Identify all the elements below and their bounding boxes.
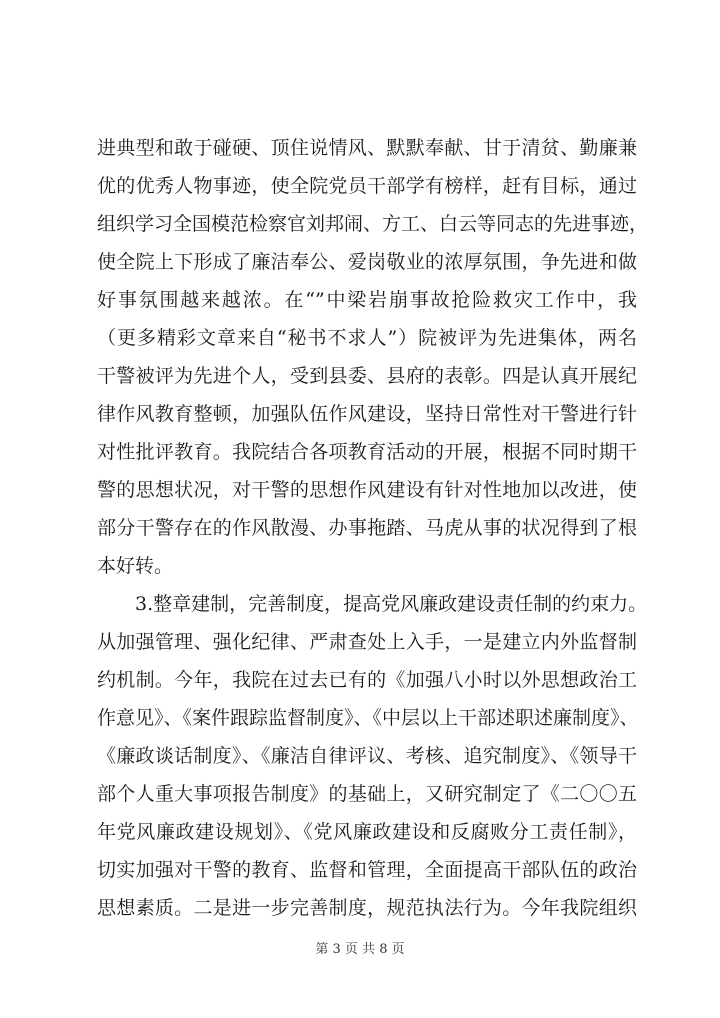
text-line: 进典型和敢于碰硬、顶住说情风、默默奉献、甘于清贫、勤廉兼 xyxy=(97,137,637,159)
text-line: 对性批评教育。我院结合各项教育活动的开展，根据不同时期干 xyxy=(97,441,637,463)
body-text xyxy=(97,129,649,927)
text-line: 使全院上下形成了廉洁奉公、爱岗敬业的浓厚氛围，争先进和做 xyxy=(97,251,637,273)
text-line: 部个人重大事项报告制度》的基础上，又研究制定了《二〇〇五 xyxy=(97,783,637,805)
text-line: 作意见》、《案件跟踪监督制度》、《中层以上干部述职述廉制度》、 xyxy=(97,707,639,729)
text-line: 部分干警存在的作风散漫、办事拖踏、马虎从事的状况得到了根 xyxy=(97,517,637,539)
text-line: 警的思想状况，对干警的思想作风建设有针对性地加以改进，使 xyxy=(97,479,637,501)
text-line: 好事氛围越来越浓。在“”中梁岩崩事故抢险救灾工作中，我 xyxy=(97,289,637,311)
text-line: 思想素质。二是进一步完善制度，规范执法行为。今年我院组织 xyxy=(97,897,637,919)
text-line: 《廉政谈话制度》、《廉洁自律评议、考核、追究制度》、《领导干 xyxy=(97,745,637,767)
text-line: 优的优秀人物事迹，使全院党员干部学有榜样，赶有目标，通过 xyxy=(97,175,637,197)
section-heading-line: 3.整章建制，完善制度，提高党风廉政建设责任制的约束力。 xyxy=(135,593,648,615)
text-line: 切实加强对干警的教育、监督和管理，全面提高干部队伍的政治 xyxy=(97,859,637,881)
text-line: （更多精彩文章来自“秘书不求人”）院被评为先进集体，两名 xyxy=(97,327,637,349)
text-line: 律作风教育整顿，加强队伍作风建设，坚持日常性对干警进行针 xyxy=(97,403,637,425)
page-number-footer: 第 3 页 共 8 页 xyxy=(315,942,405,957)
text-line: 从加强管理、强化纪律、严肃查处上入手，一是建立内外监督制 xyxy=(97,631,637,653)
paragraph-end-line: 本好转。 xyxy=(97,555,174,577)
text-line: 干警被评为先进个人，受到县委、县府的表彰。四是认真开展纪 xyxy=(97,365,637,387)
text-line: 组织学习全国模范检察官刘邦闹、方工、白云等同志的先进事迹， xyxy=(97,213,649,235)
text-line: 年党风廉政建设规划》、《党风廉政建设和反腐败分工责任制》， xyxy=(97,821,637,843)
text-line: 约机制。今年，我院在过去已有的《加强八小时以外思想政治工 xyxy=(97,669,637,691)
